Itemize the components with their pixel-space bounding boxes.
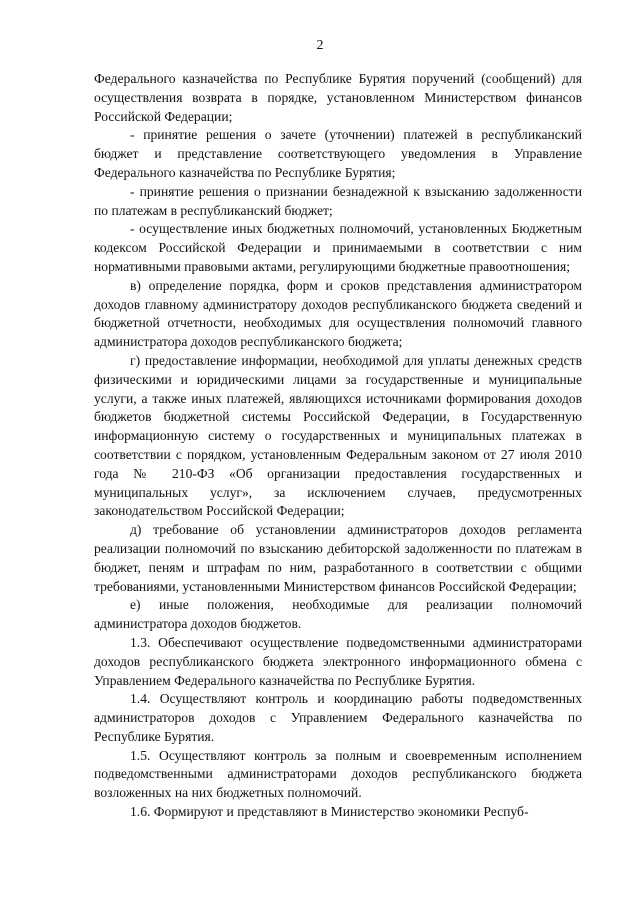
- paragraph-1-5: 1.5. Осуществляют контроль за полным и своевременным исполнением подведомственными администраторами доходов республиканского бюджета возложенных на них бюджетных полномочий.: [94, 747, 582, 801]
- paragraph-other-powers: - осуществление иных бюджетных полномочий, установленных Бюджетным кодексом Российской Федерации и принимаемыми в соответствии с ним нормативными правовыми актами, регулирующими бюджетные правоотношения;: [94, 221, 582, 274]
- paragraph-item-v: в) определение порядка, форм и сроков представления администратором доходов главному администратору доходов республиканского бюджета сведений и бюджетной отчетности, необходимых для осуществления полномочий главного администратора доходов республиканского бюджета;: [94, 277, 582, 350]
- paragraph-bad-debt-decision: - принятие решения о признании безнадежной к взысканию задолженности по платежам в республиканский бюджет;: [94, 183, 582, 218]
- paragraph-item-e: е) иные положения, необходимые для реализации полномочий администратора доходов бюджетов.: [94, 597, 582, 632]
- page-number: 2: [316, 38, 324, 53]
- document-body: [94, 70, 582, 822]
- paragraph-refund-orders: Федерального казначейства по Республике Бурятия поручений (сообщений) для осуществления возврата в порядке, установленном Министерством финансов Российской Федерации;: [94, 71, 582, 124]
- paragraph-1-6: 1.6. Формируют и представляют в Министерство экономики Респуб-: [130, 804, 529, 820]
- paragraph-item-g: г) предоставление информации, необходимой для уплаты денежных средств физическими и юридическими лицами за государственные и муниципальные услуги, а также иных платежей, являющихся источниками формирования доходов бюджетов бюджетной системы Российской Федерации, в Государственную информационную систему о государственных и муниципальных платежах в соответствии с порядком, установленным Федеральным законом от 27 июля 2010 года № 210-ФЗ «Об организации предоставления государственных и муниципальных услуг», за исключением случаев, предусмотренных законодательством Российской Федерации;: [94, 352, 582, 519]
- paragraph-1-4: 1.4. Осуществляют контроль и координацию работы подведомственных администраторов доходов с Управлением Федерального казначейства по Республике Бурятия.: [94, 691, 582, 744]
- paragraph-offset-decision: - принятие решения о зачете (уточнении) платежей в республиканский бюджет и представление соответствующего уведомления в Управление Федерального казначейства по Республике Бурятия;: [94, 127, 582, 180]
- paragraph-1-3: 1.3. Обеспечивают осуществление подведомственными администраторами доходов республиканского бюджета электронного информационного обмена с Управлением Федерального казначейства по Республике Бурятия.: [94, 634, 582, 688]
- paragraph-item-d: д) требование об установлении администраторов доходов регламента реализации полномочий по взысканию дебиторской задолженности по платежам в бюджет, пеням и штрафам по ним, разработанного в соответствии с общими требованиями, установленными Министерством финансов Российской Федерации;: [94, 522, 582, 594]
